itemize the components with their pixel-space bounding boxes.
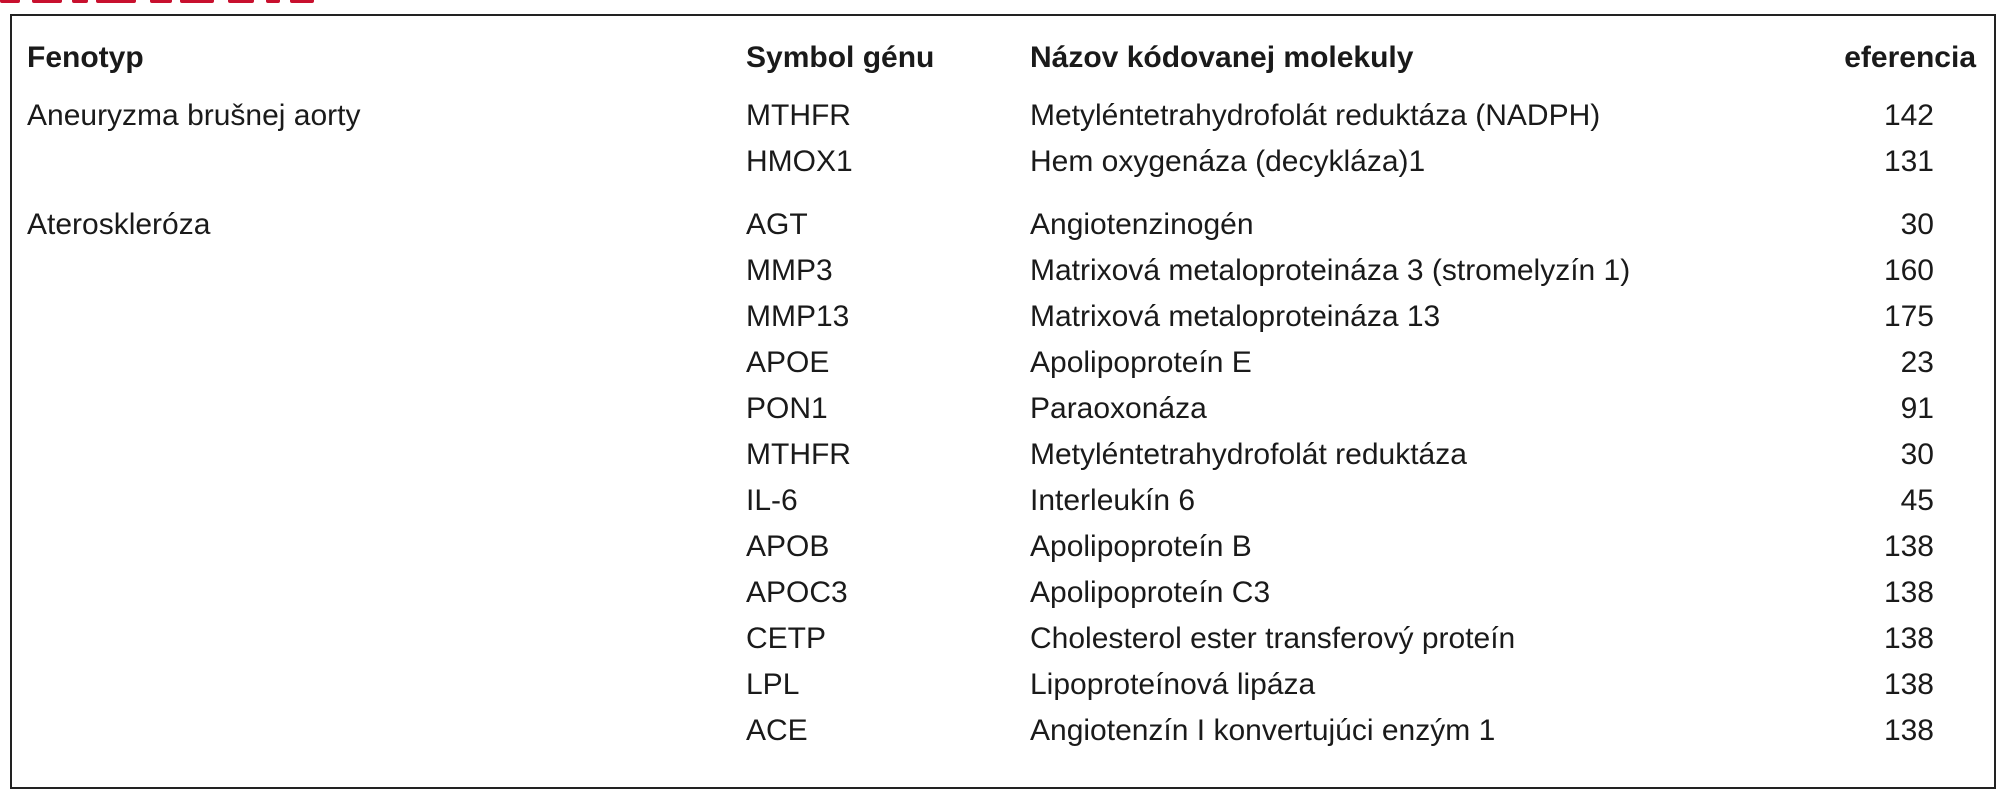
cell-reference: 138 [1883, 714, 1934, 747]
cell-molecule-name: Lipoproteínová lipáza [1030, 668, 1316, 701]
cell-reference: 138 [1883, 576, 1934, 609]
cell-reference: 138 [1883, 530, 1934, 563]
cell-reference: 142 [1883, 99, 1934, 132]
cell-gene-symbol: APOB [746, 530, 830, 563]
cell-gene-symbol: APOC3 [746, 576, 848, 609]
cell-phenotype: Ateroskleróza [27, 208, 211, 241]
cell-phenotype [27, 616, 727, 662]
table-row [12, 93, 1994, 139]
cell-reference: 160 [1883, 254, 1934, 287]
cell-reference: 30 [1900, 438, 1934, 471]
cell-gene-symbol: MMP3 [746, 254, 833, 287]
caption-fragment [0, 0, 420, 10]
cell-gene-symbol: CETP [746, 622, 827, 655]
cell-molecule-name: Metyléntetrahydrofolát reduktáza [1030, 438, 1467, 471]
table-row [12, 432, 1994, 478]
cell-reference: 175 [1883, 300, 1934, 333]
cell-phenotype [27, 524, 727, 570]
cell-gene-symbol: ACE [746, 714, 808, 747]
table-row [12, 294, 1994, 340]
header-molecule-name: Názov kódovanej molekuly [1030, 41, 1414, 74]
cell-molecule-name: Matrixová metaloproteináza 3 (stromelyzín 1) [1030, 254, 1631, 287]
table-row [12, 570, 1994, 616]
table-row [12, 340, 1994, 386]
cell-phenotype [27, 139, 727, 185]
header-phenotype: Fenotyp [27, 41, 144, 74]
cell-gene-symbol: APOE [746, 346, 830, 379]
cell-gene-symbol: LPL [746, 668, 800, 701]
table-row [12, 248, 1994, 294]
cell-reference: 138 [1883, 668, 1934, 701]
cell-molecule-name: Apolipoproteín C3 [1030, 576, 1271, 609]
table-row [12, 662, 1994, 708]
cell-gene-symbol: MTHFR [746, 438, 851, 471]
cell-molecule-name: Angiotenzín I konvertujúci enzým 1 [1030, 714, 1496, 747]
cell-molecule-name: Angiotenzinogén [1030, 208, 1254, 241]
cell-phenotype [27, 386, 727, 432]
cell-reference: 30 [1900, 208, 1934, 241]
table-row [12, 616, 1994, 662]
cell-phenotype [27, 662, 727, 708]
table-row [12, 139, 1994, 185]
gene-table [10, 14, 1996, 789]
cell-gene-symbol: HMOX1 [746, 145, 853, 178]
cell-gene-symbol: AGT [746, 208, 808, 241]
cell-gene-symbol: IL-6 [746, 484, 798, 517]
cell-phenotype [27, 432, 727, 478]
cell-reference: 138 [1883, 622, 1934, 655]
table-header-row [12, 35, 1994, 81]
cell-reference: 45 [1900, 484, 1934, 517]
cell-phenotype [27, 294, 727, 340]
cell-molecule-name: Cholesterol ester transferový proteín [1030, 622, 1516, 655]
cell-phenotype [27, 478, 727, 524]
cell-phenotype [27, 570, 727, 616]
table-row [12, 386, 1994, 432]
table-row [12, 708, 1994, 754]
cell-phenotype [27, 248, 727, 294]
cell-molecule-name: Metyléntetrahydrofolát reduktáza (NADPH) [1030, 99, 1601, 132]
cell-phenotype [27, 340, 727, 386]
table-row [12, 524, 1994, 570]
table-row [12, 478, 1994, 524]
cell-reference: 23 [1900, 346, 1934, 379]
cell-molecule-name: Hem oxygenáza (decykláza)1 [1030, 145, 1426, 178]
cell-reference: 131 [1883, 145, 1934, 178]
cell-molecule-name: Apolipoproteín E [1030, 346, 1252, 379]
cell-gene-symbol: MMP13 [746, 300, 850, 333]
table-row [12, 202, 1994, 248]
cell-reference: 91 [1900, 392, 1934, 425]
cell-gene-symbol: PON1 [746, 392, 828, 425]
header-reference: eferencia [1844, 41, 1976, 74]
header-gene-symbol: Symbol génu [746, 41, 935, 74]
cell-gene-symbol: MTHFR [746, 99, 851, 132]
cell-molecule-name: Apolipoproteín B [1030, 530, 1252, 563]
cell-molecule-name: Matrixová metaloproteináza 13 [1030, 300, 1441, 333]
cell-molecule-name: Paraoxonáza [1030, 392, 1207, 425]
cell-phenotype [27, 708, 727, 754]
cell-molecule-name: Interleukín 6 [1030, 484, 1196, 517]
cell-phenotype: Aneuryzma brušnej aorty [27, 99, 361, 132]
